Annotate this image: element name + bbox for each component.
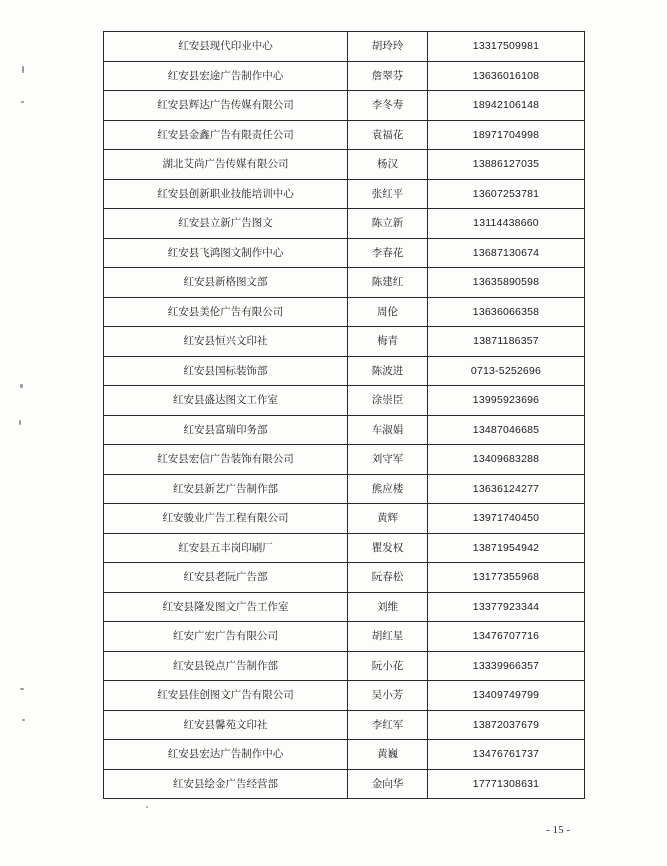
- phone-number-cell: 17771308631: [428, 769, 585, 799]
- phone-number-cell: 13409749799: [428, 681, 585, 711]
- table-row: [104, 91, 585, 121]
- table-row: [104, 445, 585, 475]
- table-row: [104, 179, 585, 209]
- contact-person-cell: 瞿发权: [348, 533, 428, 563]
- phone-number-cell: 13872037679: [428, 710, 585, 740]
- table-row: [104, 504, 585, 534]
- phone-number-cell: 13177355968: [428, 563, 585, 593]
- company-name-cell: 红安县飞鸿图文制作中心: [104, 238, 348, 268]
- contact-person-cell: 李冬寿: [348, 91, 428, 121]
- contact-person-cell: 梅青: [348, 327, 428, 357]
- company-name-cell: 红安县美伦广告有限公司: [104, 297, 348, 327]
- table-row: [104, 297, 585, 327]
- company-name-cell: 红安县宏途广告制作中心: [104, 61, 348, 91]
- table-row: [104, 651, 585, 681]
- table-row: [104, 356, 585, 386]
- phone-number-cell: 13871186357: [428, 327, 585, 357]
- phone-number-cell: 13635890598: [428, 268, 585, 298]
- contact-person-cell: 阮春松: [348, 563, 428, 593]
- contact-person-cell: 胡红星: [348, 622, 428, 652]
- contact-person-cell: 陈波进: [348, 356, 428, 386]
- company-name-cell: 红安县宏达广告制作中心: [104, 740, 348, 770]
- company-name-cell: 红安县锐点广告制作部: [104, 651, 348, 681]
- phone-number-cell: 13971740450: [428, 504, 585, 534]
- scan-speck: [19, 420, 21, 425]
- table-row: [104, 474, 585, 504]
- company-name-cell: 红安县老阮广告部: [104, 563, 348, 593]
- table-row: [104, 740, 585, 770]
- company-name-cell: 红安县恒兴文印社: [104, 327, 348, 357]
- contact-person-cell: 詹翠芬: [348, 61, 428, 91]
- phone-number-cell: 0713-5252696: [428, 356, 585, 386]
- table-row: [104, 681, 585, 711]
- phone-number-cell: 13886127035: [428, 150, 585, 180]
- phone-number-cell: 13476707716: [428, 622, 585, 652]
- contact-person-cell: 刘维: [348, 592, 428, 622]
- contact-table: [103, 31, 585, 799]
- phone-number-cell: 13487046685: [428, 415, 585, 445]
- company-name-cell: 红安骏业广告工程有限公司: [104, 504, 348, 534]
- contact-person-cell: 金向华: [348, 769, 428, 799]
- company-name-cell: 红安县国标装饰部: [104, 356, 348, 386]
- table-row: [104, 533, 585, 563]
- contact-person-cell: 阮小花: [348, 651, 428, 681]
- table-row: [104, 710, 585, 740]
- table-row: [104, 61, 585, 91]
- scan-speck: [20, 688, 24, 690]
- phone-number-cell: 18942106148: [428, 91, 585, 121]
- table-row: [104, 563, 585, 593]
- contact-person-cell: 李春花: [348, 238, 428, 268]
- company-name-cell: 红安县辉达广告传媒有限公司: [104, 91, 348, 121]
- company-name-cell: 红安县佳创图文广告有限公司: [104, 681, 348, 711]
- phone-number-cell: 18971704998: [428, 120, 585, 150]
- phone-number-cell: 13871954942: [428, 533, 585, 563]
- phone-number-cell: 13636124277: [428, 474, 585, 504]
- contact-person-cell: 涂崇臣: [348, 386, 428, 416]
- company-name-cell: 红安县新艺广告制作部: [104, 474, 348, 504]
- contact-person-cell: 黄巍: [348, 740, 428, 770]
- contact-person-cell: 车淑娟: [348, 415, 428, 445]
- company-name-cell: 湖北艾尚广告传媒有限公司: [104, 150, 348, 180]
- table-row: [104, 32, 585, 62]
- company-name-cell: 红安县新格图文部: [104, 268, 348, 298]
- table-row: [104, 622, 585, 652]
- phone-number-cell: 13409683288: [428, 445, 585, 475]
- contact-person-cell: 张红平: [348, 179, 428, 209]
- phone-number-cell: 13339966357: [428, 651, 585, 681]
- table-row: [104, 238, 585, 268]
- page-number: - 15 -: [546, 824, 570, 836]
- scan-speck: [21, 101, 24, 103]
- phone-number-cell: 13607253781: [428, 179, 585, 209]
- phone-number-cell: 13114438660: [428, 209, 585, 239]
- contact-person-cell: 杨汉: [348, 150, 428, 180]
- table-row: [104, 150, 585, 180]
- phone-number-cell: 13636016108: [428, 61, 585, 91]
- contact-table-body: [104, 32, 585, 799]
- table-row: [104, 415, 585, 445]
- company-name-cell: 红安县馨苑文印社: [104, 710, 348, 740]
- phone-number-cell: 13476761737: [428, 740, 585, 770]
- contact-person-cell: 袁福花: [348, 120, 428, 150]
- company-name-cell: 红安县金鑫广告有限责任公司: [104, 120, 348, 150]
- contact-person-cell: 周伦: [348, 297, 428, 327]
- contact-person-cell: 吴小芳: [348, 681, 428, 711]
- table-row: [104, 120, 585, 150]
- table-row: [104, 592, 585, 622]
- phone-number-cell: 13317509981: [428, 32, 585, 62]
- table-row: [104, 268, 585, 298]
- scan-speck: [146, 806, 148, 808]
- contact-person-cell: 黄辉: [348, 504, 428, 534]
- company-name-cell: 红安县现代印业中心: [104, 32, 348, 62]
- table-row: [104, 209, 585, 239]
- contact-person-cell: 陈建红: [348, 268, 428, 298]
- scan-speck: [22, 719, 25, 721]
- company-name-cell: 红安县宏信广告装饰有限公司: [104, 445, 348, 475]
- company-name-cell: 红安县盛达图文工作室: [104, 386, 348, 416]
- scan-speck: [22, 66, 24, 73]
- company-name-cell: 红安县隆发图文广告工作室: [104, 592, 348, 622]
- phone-number-cell: 13377923344: [428, 592, 585, 622]
- table-row: [104, 386, 585, 416]
- company-name-cell: 红安县富瑞印务部: [104, 415, 348, 445]
- scan-speck: [20, 384, 23, 388]
- company-name-cell: 红安广宏广告有限公司: [104, 622, 348, 652]
- contact-person-cell: 李红军: [348, 710, 428, 740]
- company-name-cell: 红安县创新职业技能培训中心: [104, 179, 348, 209]
- phone-number-cell: 13636066358: [428, 297, 585, 327]
- contact-person-cell: 陈立新: [348, 209, 428, 239]
- company-name-cell: 红安县立新广告图文: [104, 209, 348, 239]
- contact-person-cell: 刘守军: [348, 445, 428, 475]
- phone-number-cell: 13687130674: [428, 238, 585, 268]
- phone-number-cell: 13995923696: [428, 386, 585, 416]
- contact-person-cell: 胡玲玲: [348, 32, 428, 62]
- table-row: [104, 769, 585, 799]
- contact-person-cell: 熊应楼: [348, 474, 428, 504]
- company-name-cell: 红安县五丰岗印刷厂: [104, 533, 348, 563]
- company-name-cell: 红安县绘金广告经营部: [104, 769, 348, 799]
- table-row: [104, 327, 585, 357]
